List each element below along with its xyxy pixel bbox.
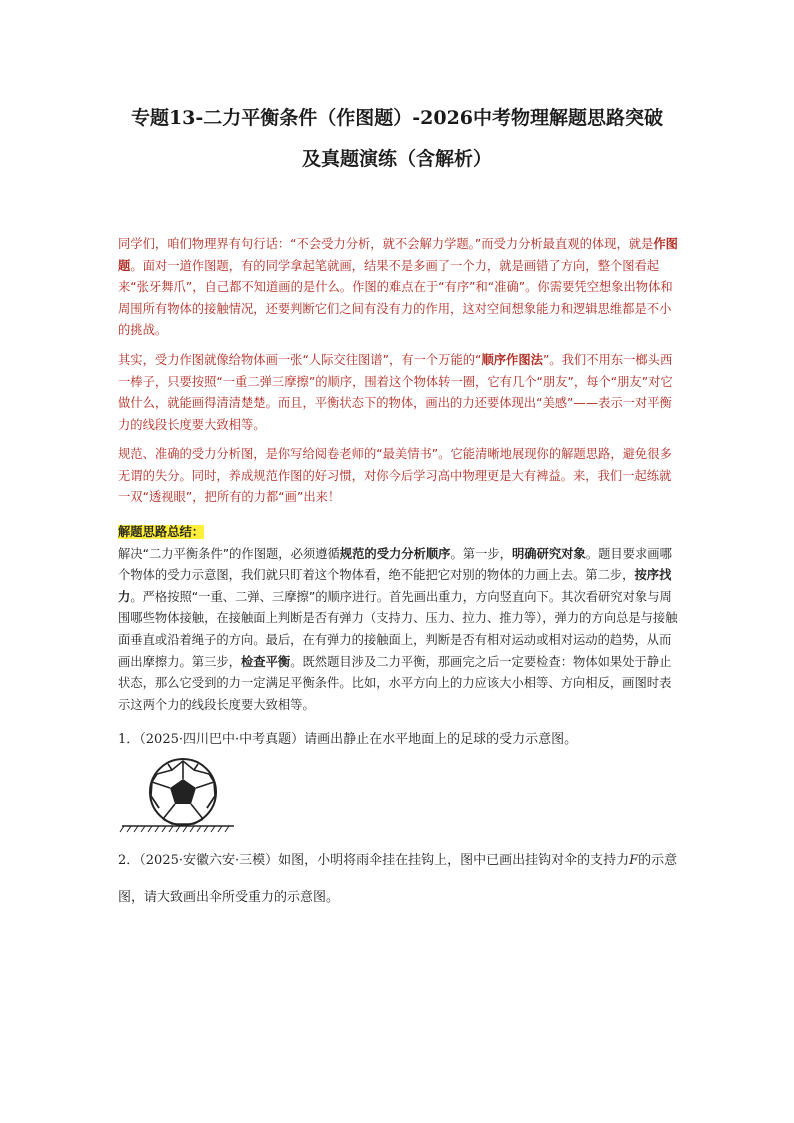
summary-text-2: 。第一步， <box>450 546 512 561</box>
summary-text-1: 解决“二力平衡条件”的作图题，必须遵循 <box>118 546 340 561</box>
summary-bold-1: 规范的受力分析顺序 <box>339 546 451 561</box>
summary-text-4: 。严格按照“一重、二弹、三摩擦”的顺序进行。首先画出重力，方向竖直向下。其次看研究对象与周围哪些物体接触，在接触面上判断是否有弹力（支持力、压力、拉力、推力等），弹力的方向总是与接触面垂直或沿着绳子的方向。最后，在有弹力的接触面上，判断是否有相对运动或相对运动的趋势，从而画出摩擦力。第三步， <box>118 589 678 669</box>
intro-p1-text-a: 同学们，咱们物理界有句行话：“不会受力分析，就不会解力学题。”而受力分析最直观的体现，就是 <box>118 237 654 251</box>
intro-p2-bold: 顺序作图法 <box>481 353 543 367</box>
question-2-text-a: 2．（2025·安徽六安·三模）如图，小明将雨伞挂在挂钩上，图中已画出挂钩对伞的支持力 <box>118 853 630 868</box>
solution-summary <box>118 522 678 716</box>
document-title-line1: 专题13-二力平衡条件（作图题）-2026中考物理解题思路突破 <box>130 107 664 129</box>
intro-p1-text-b: 。面对一道作图题，有的同学拿起笔就画，结果不是多画了一个力，就是画错了方向，整个图看起来“张牙舞爪”，自己都不知道画的是什么。作图的难点在于“有序”和“准确”。你需要凭空想象出物体和周围所有物体的接触情况，还要判断它们之间有没有力的作用，这对空间想象能力和逻辑思维都是不小的挑战。 <box>118 258 673 338</box>
summary-bold-2: 明确研究对象 <box>511 546 586 561</box>
question-2 <box>118 842 688 916</box>
question-2-text-b: 的示意图，请大致画出伞所受重力的示意图。 <box>118 853 678 905</box>
summary-bold-4: 检查平衡 <box>240 654 291 669</box>
summary-text-3: 。题目要求画哪个物体的受力示意图，我们就只盯着这个物体看，绝不能把它对别的物体的力画上去。第二步， <box>118 546 672 583</box>
intro-p2-text-a: 其实，受力作图就像给物体画一张“人际交往图谱”，有一个万能的“ <box>118 353 482 367</box>
summary-text-5: 。既然题目涉及二力平衡，那画完之后一定要检查：物体如果处于静止状态，那么它受到的力一定满足平衡条件。比如，水平方向上的力应该大小相等、方向相反，画图时表示这两个力的线段长度要大致相等。 <box>118 654 672 712</box>
intro-p1-bold: 作图题 <box>118 237 678 273</box>
summary-bold-3: 按序找力 <box>118 568 672 604</box>
intro-paragraph-3: 规范、准确的受力分析图，是你写给阅卷老师的“最美情书”。它能清晰地展现你的解题思路，避免很多无谓的失分。同时，养成规范作图的好习惯，对你今后学习高中物理更是大有裨益。来，我们一起练就一双“透视眼”，把所有的力都“画”出来！ <box>118 447 672 505</box>
summary-heading: 解题思路总结： <box>118 525 205 539</box>
intro-paragraph-2 <box>118 350 678 436</box>
intro-p2-text-b: ”。我们不用东一榔头西一棒子，只要按照“一重二弹三摩擦”的顺序，围着这个物体转一圈，它有几个“朋友”，每个“朋友”对它做什么，就能画得清清楚楚。而且，平衡状态下的物体，画出的力还要体现出“美感”——表示一对平衡力的线段长度要大致相等。 <box>118 353 673 432</box>
document-title-line2: 及真题演练（含解析） <box>301 148 492 170</box>
football-icon <box>150 759 216 825</box>
intro-paragraph-1 <box>118 234 678 342</box>
question-1: 1．（2025·四川巴中·中考真题）请画出静止在水平地面上的足球的受力示意图。 <box>118 732 578 747</box>
ground-surface <box>120 826 234 832</box>
question-2-symbol: F <box>629 853 639 868</box>
football-on-ground-figure <box>118 758 238 838</box>
